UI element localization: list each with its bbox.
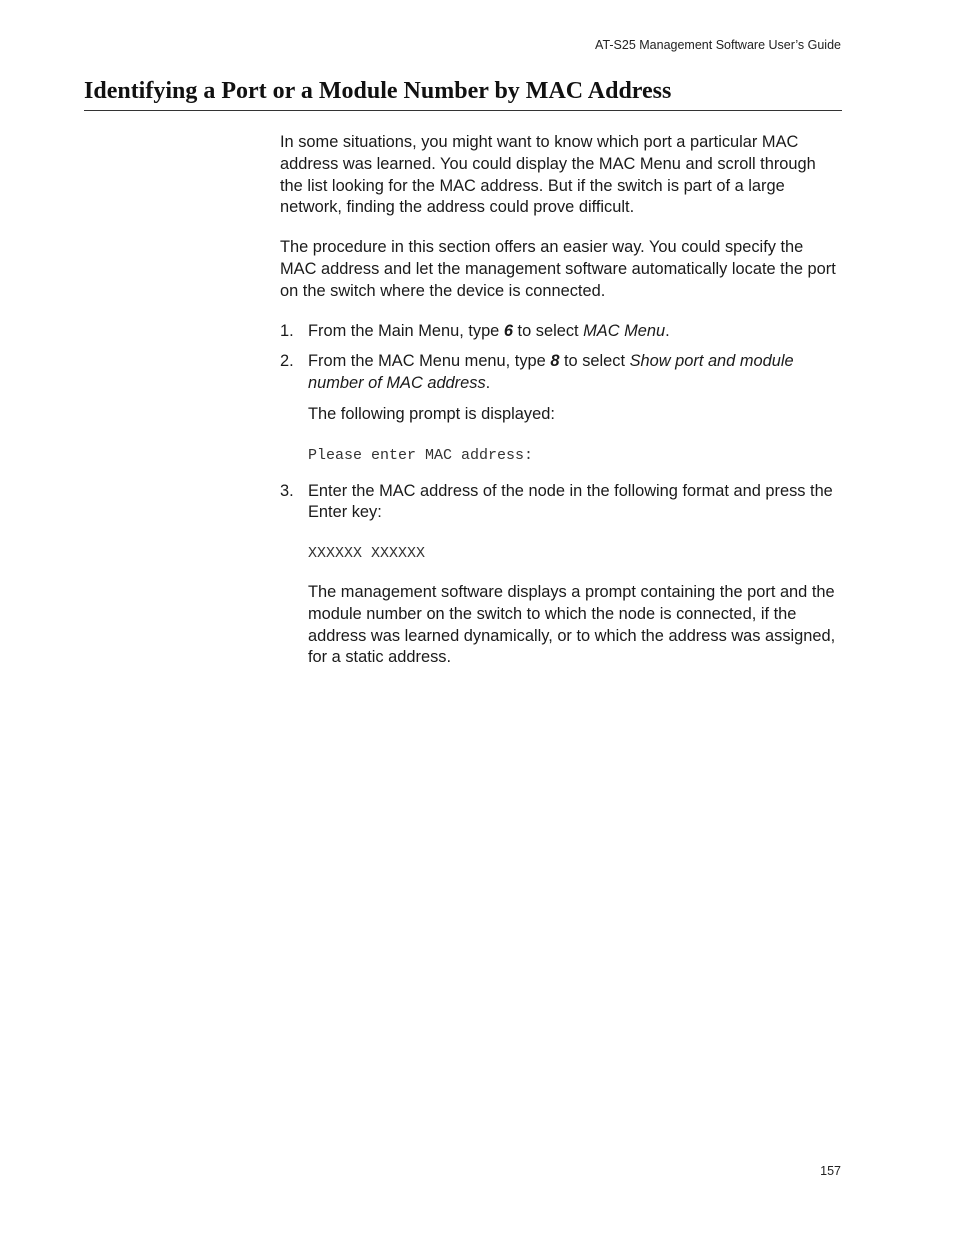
step-text: From the MAC Menu menu, type bbox=[308, 352, 551, 371]
step-number: 1. bbox=[280, 321, 294, 340]
step-2 bbox=[280, 351, 842, 466]
step-number: 3. bbox=[280, 481, 294, 500]
intro-paragraph-1: In some situations, you might want to know which port a particular MAC address was learned. You could display the MAC Menu and scroll through the list looking for the MAC address. But if the switch is part of a large network, finding the address could prove difficult. bbox=[280, 133, 816, 217]
step-number: 2. bbox=[280, 352, 294, 371]
mac-format-code: XXXXXX XXXXXX bbox=[308, 545, 426, 563]
menu-key: 6 bbox=[503, 321, 513, 340]
prompt-code: Please enter MAC address: bbox=[308, 446, 534, 464]
main-content bbox=[280, 132, 842, 678]
menu-key: 8 bbox=[550, 352, 560, 371]
step-3 bbox=[280, 481, 842, 670]
menu-name: MAC Menu bbox=[583, 321, 666, 340]
step-text: . bbox=[665, 321, 670, 340]
step-1 bbox=[280, 321, 842, 343]
step-text: to select bbox=[559, 352, 630, 371]
step-followup: The following prompt is displayed: bbox=[308, 404, 555, 423]
step-text: Enter the MAC address of the node in the following format and press the Enter key: bbox=[308, 481, 833, 522]
procedure-steps bbox=[280, 321, 842, 670]
step-text: From the Main Menu, type bbox=[308, 321, 504, 340]
step-text: . bbox=[485, 374, 491, 393]
page-number: 157 bbox=[820, 1164, 841, 1178]
menu-name: Show port and module number of MAC address bbox=[308, 352, 794, 393]
section-title: Identifying a Port or a Module Number by MAC Address bbox=[84, 76, 842, 111]
step-followup: The management software displays a prompt containing the port and the module number on the switch to which the node is connected, if the address was learned dynamically, or to which the address was assigned, for a static address. bbox=[308, 582, 836, 667]
step-text: to select bbox=[512, 321, 584, 340]
intro-paragraph-2: The procedure in this section offers an easier way. You could specify the MAC address and let the management software automatically locate the port on the switch where the device is connected. bbox=[280, 238, 836, 300]
running-header: AT-S25 Management Software User’s Guide bbox=[595, 38, 841, 52]
